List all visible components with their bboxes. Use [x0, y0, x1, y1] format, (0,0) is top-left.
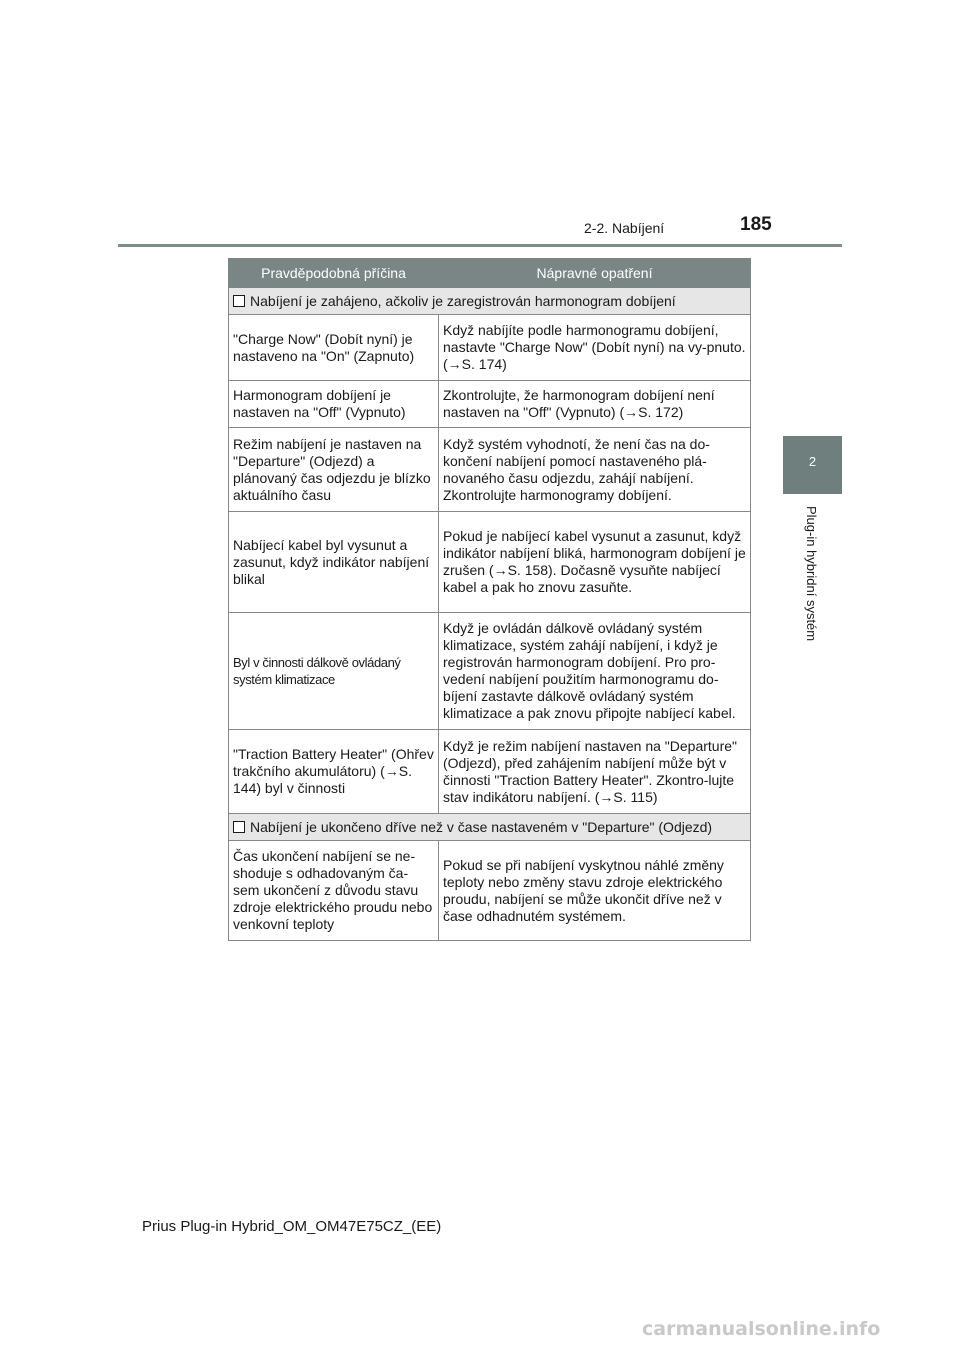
- page-number: 185: [740, 214, 772, 235]
- troubleshooting-table: [228, 258, 751, 941]
- watermark: carmanualsonline.info: [642, 1318, 881, 1340]
- section-header-row: [229, 814, 751, 841]
- section-title: Nabíjení je zahájeno, ačkoliv je zaregistrován harmonogram dobíjení: [250, 292, 676, 309]
- table-row: [229, 613, 751, 730]
- table-row: [229, 841, 751, 941]
- cause-cell: "Charge Now" (Dobít nyní) je nastaveno na "On" (Zapnuto): [229, 315, 439, 381]
- chapter-number: 2: [808, 454, 817, 469]
- remedy-cell: Když nabíjíte podle harmonogramu dobíjení, nastavte "Charge Now" (Dobít nyní) na vy-pnuto. (→S. 174): [439, 315, 751, 381]
- section-title: Nabíjení je ukončeno dříve než v čase nastaveném v "Departure" (Odjezd): [250, 818, 713, 835]
- cause-cell: Harmonogram dobíjení je nastaven na "Off" (Vypnuto): [229, 381, 439, 428]
- table-header-row: [229, 259, 751, 288]
- section-title: 2-2. Nabíjení: [584, 220, 665, 236]
- column-header-cause: Pravděpodobná příčina: [229, 259, 439, 288]
- remedy-cell: Zkontrolujte, že harmonogram dobíjení není nastaven na "Off" (Vypnuto) (→S. 172): [439, 381, 751, 428]
- cause-cell: Čas ukončení nabíjení se ne-shoduje s odhadovaným ča-sem ukončení z důvodu stavu zdroje elektrického proudu nebo venkovní teploty: [229, 841, 439, 941]
- chapter-tab: [783, 436, 842, 494]
- table-row: [229, 315, 751, 381]
- section-header: [229, 288, 751, 315]
- document-id: Prius Plug-in Hybrid_OM_OM47E75CZ_(EE): [142, 1218, 442, 1235]
- remedy-cell: Když systém vyhodnotí, že není čas na do-končení nabíjení pomocí nastaveného plá-novaného času odjezdu, zahájí nabíjení. Zkontrolujte harmonogramy dobíjení.: [439, 428, 751, 512]
- chapter-title: Plug-in hybridní systém: [804, 506, 819, 642]
- section-header-row: [229, 288, 751, 315]
- cause-cell: "Traction Battery Heater" (Ohřev trakčního akumulátoru) (→S. 144) byl v činnosti: [229, 730, 439, 814]
- cause-cell: Byl v činnosti dálkově ovládaný systém klimatizace: [229, 613, 439, 730]
- header-divider: [118, 244, 842, 247]
- remedy-cell: Když je ovládán dálkově ovládaný systém klimatizace, systém zahájí nabíjení, i když je registrován harmonogram dobíjení. Pro pro-vedení nabíjení použitím harmonogramu do-bíjení zastavte dálkově ovládaný systém klimatizace a pak znovu připojte nabíjecí kabel.: [439, 613, 751, 730]
- remedy-cell: Pokud je nabíjecí kabel vysunut a zasunut, když indikátor nabíjení bliká, harmonogram dobíjení je zrušen (→S. 158). Dočasně vysuňte nabíjecí kabel a pak ho znovu zasuňte.: [439, 512, 751, 613]
- remedy-cell: Pokud se při nabíjení vyskytnou náhlé změny teploty nebo změny stavu zdroje elektrického proudu, nabíjení se může ukončit dříve než v čase odhadnutém systémem.: [439, 841, 751, 941]
- cause-cell: Nabíjecí kabel byl vysunut a zasunut, když indikátor nabíjení blikal: [229, 512, 439, 613]
- section-header: [229, 814, 751, 841]
- table-row: [229, 512, 751, 613]
- column-header-remedy: Nápravné opatření: [439, 259, 751, 288]
- table-row: [229, 381, 751, 428]
- remedy-cell: Když je režim nabíjení nastaven na "Departure" (Odjezd), před zahájením nabíjení může být v činnosti "Traction Battery Heater". Zkontro-lujte stav indikátoru nabíjení. (→S. 115): [439, 730, 751, 814]
- table-row: [229, 730, 751, 814]
- checkbox-icon: [233, 295, 245, 307]
- cause-cell: Režim nabíjení je nastaven na "Departure" (Odjezd) a plánovaný čas odjezdu je blízko aktuálního času: [229, 428, 439, 512]
- checkbox-icon: [233, 821, 245, 833]
- table-row: [229, 428, 751, 512]
